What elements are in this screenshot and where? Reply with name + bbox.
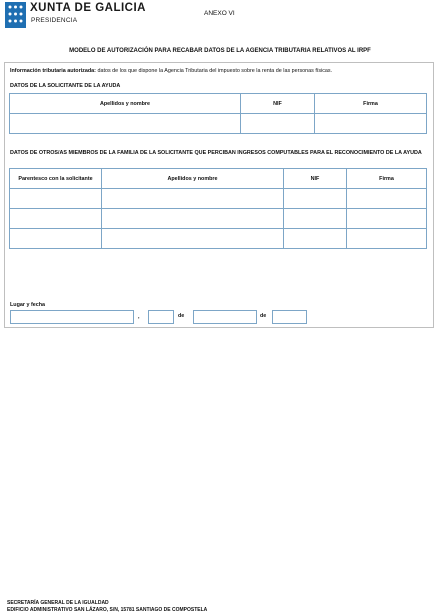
relationship-field[interactable] [10, 189, 102, 209]
applicant-header-row [10, 94, 427, 114]
department-name: PRESIDENCIA [31, 17, 78, 24]
org-name: XUNTA DE GALICIA [30, 2, 146, 14]
place-field[interactable] [10, 310, 134, 324]
annex-label: ANEXO VI [204, 10, 235, 17]
col-header-family-name: Apellidos y nombre [102, 169, 284, 189]
family-signature-field[interactable] [347, 229, 427, 249]
relationship-field[interactable] [10, 209, 102, 229]
place-date-label: Lugar y fecha [10, 302, 46, 308]
col-header-nif: NIF [241, 94, 315, 114]
applicant-name-field[interactable] [10, 114, 241, 134]
footer-line-2: EDIFICIO ADMINISTRATIVO SAN LÁZARO, S/N, 15781 SANTIAGO DE COMPOSTELA [7, 607, 208, 613]
applicant-nif-field[interactable] [241, 114, 315, 134]
family-nif-field[interactable] [284, 229, 347, 249]
col-header-family-signature: Firma [347, 169, 427, 189]
family-row [10, 229, 427, 249]
tax-info-text: datos de los que dispone la Agencia Tributaria del impuesto sobre la renta de las personas físicas. [97, 68, 333, 74]
document-title: MODELO DE AUTORIZACIÓN PARA RECABAR DATOS DE LA AGENCIA TRIBUTARIA RELATIVOS AL IRPF [69, 48, 371, 54]
xunta-logo [5, 2, 26, 28]
tax-info-label: Información tributaria autorizada: [10, 68, 96, 74]
year-field[interactable] [272, 310, 307, 324]
relationship-field[interactable] [10, 229, 102, 249]
col-header-relationship: Parentesco con la solicitante [10, 169, 102, 189]
family-row [10, 209, 427, 229]
family-section-title: DATOS DE OTROS/AS MIEMBROS DE LA FAMILIA DE LA SOLICITANTE QUE PERCIBAN INGRESOS COMPUTABLES PARA EL RECONOCIMIENTO DE LA AYUDA [10, 150, 422, 156]
family-signature-field[interactable] [347, 189, 427, 209]
family-name-field[interactable] [102, 229, 284, 249]
applicant-section-title: DATOS DE LA SOLICITANTE DE LA AYUDA [10, 83, 121, 89]
applicant-signature-field[interactable] [315, 114, 427, 134]
month-field[interactable] [193, 310, 257, 324]
family-nif-field[interactable] [284, 189, 347, 209]
family-header-row [10, 169, 427, 189]
comma-separator: , [138, 314, 140, 320]
family-row [10, 189, 427, 209]
family-name-field[interactable] [102, 189, 284, 209]
col-header-name: Apellidos y nombre [10, 94, 241, 114]
tax-info-line [10, 68, 430, 74]
applicant-table [9, 93, 427, 134]
footer-line-1: SECRETARÍA GENERAL DE LA IGUALDAD [7, 600, 109, 606]
family-nif-field[interactable] [284, 209, 347, 229]
family-signature-field[interactable] [347, 209, 427, 229]
family-table [9, 168, 427, 249]
day-field[interactable] [148, 310, 174, 324]
applicant-input-row [10, 114, 427, 134]
de-label-1: de [178, 313, 185, 319]
family-name-field[interactable] [102, 209, 284, 229]
coat-of-arms-icon [5, 2, 26, 28]
col-header-signature: Firma [315, 94, 427, 114]
col-header-family-nif: NIF [284, 169, 347, 189]
de-label-2: de [260, 313, 267, 319]
